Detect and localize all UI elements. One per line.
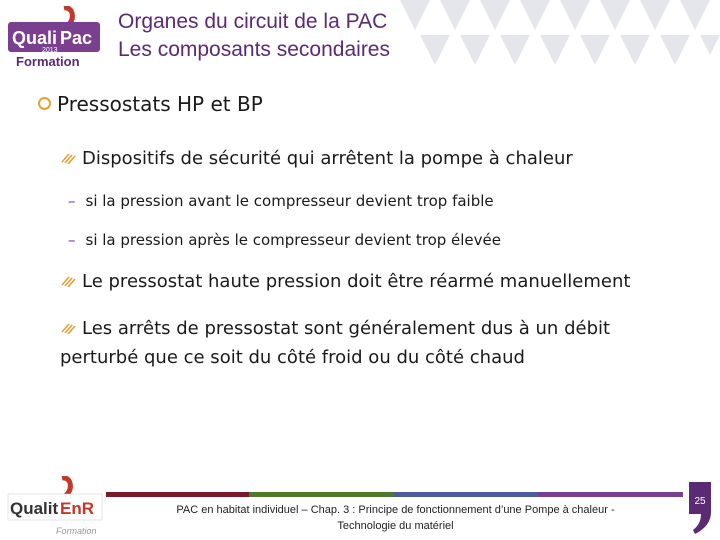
svg-text:Formation: Formation bbox=[56, 526, 97, 536]
svg-text:Qualit: Qualit bbox=[10, 499, 59, 518]
title-line-1: Organes du circuit de la PAC bbox=[118, 10, 388, 33]
list-item bbox=[60, 267, 630, 296]
page-number: 25 bbox=[694, 496, 706, 507]
footer-line-2: Technologie du matériel bbox=[337, 520, 454, 532]
heading-text: Pressostats HP et BP bbox=[57, 92, 263, 116]
sub-list-item bbox=[68, 231, 501, 249]
footer-text bbox=[118, 502, 673, 534]
page-number-badge bbox=[685, 482, 713, 534]
slide-header bbox=[0, 0, 720, 70]
title-line-2: Les composants secondaires bbox=[118, 38, 390, 61]
footer-line-1: PAC en habitat individuel – Chap. 3 : Principe de fonctionnement d’une Pompe à chaleur - bbox=[176, 504, 615, 516]
footer-segment bbox=[394, 492, 538, 497]
fan-bullet-icon bbox=[60, 152, 80, 164]
svg-text:EnR: EnR bbox=[60, 499, 94, 518]
footer-color-bar bbox=[106, 492, 683, 497]
dash-bullet-icon: – bbox=[68, 231, 76, 249]
ring-bullet-icon bbox=[38, 97, 51, 110]
qualitenr-logo bbox=[6, 476, 106, 538]
svg-text:Formation: Formation bbox=[16, 54, 80, 69]
list-item bbox=[60, 144, 573, 173]
qualipac-logo bbox=[6, 6, 106, 70]
svg-text:Quali: Quali bbox=[12, 28, 58, 48]
fan-bullet-icon bbox=[60, 322, 80, 334]
list-item bbox=[60, 314, 670, 372]
footer-segment bbox=[538, 492, 683, 497]
sub-list-item bbox=[68, 192, 494, 210]
decorative-pattern bbox=[390, 0, 720, 80]
list-item-text: Les arrêts de pressostat sont généralement dus à un débit perturbé que ce soit du côté froid ou du côté chaud bbox=[60, 318, 611, 368]
sub-item-text: si la pression avant le compresseur devient trop faible bbox=[85, 192, 494, 210]
svg-text:Pac: Pac bbox=[60, 28, 93, 48]
list-item-text: Le pressostat haute pression doit être réarmé manuellement bbox=[82, 271, 631, 292]
list-item-text: Dispositifs de sécurité qui arrêtent la pompe à chaleur bbox=[82, 148, 573, 169]
svg-text:2013: 2013 bbox=[42, 47, 58, 54]
sub-item-text: si la pression après le compresseur devient trop élevée bbox=[85, 231, 501, 249]
section-heading bbox=[38, 92, 263, 116]
slide-title bbox=[118, 8, 390, 64]
footer-segment bbox=[106, 492, 249, 497]
footer-segment bbox=[249, 492, 394, 497]
fan-bullet-icon bbox=[60, 275, 80, 287]
dash-bullet-icon: – bbox=[68, 192, 76, 210]
